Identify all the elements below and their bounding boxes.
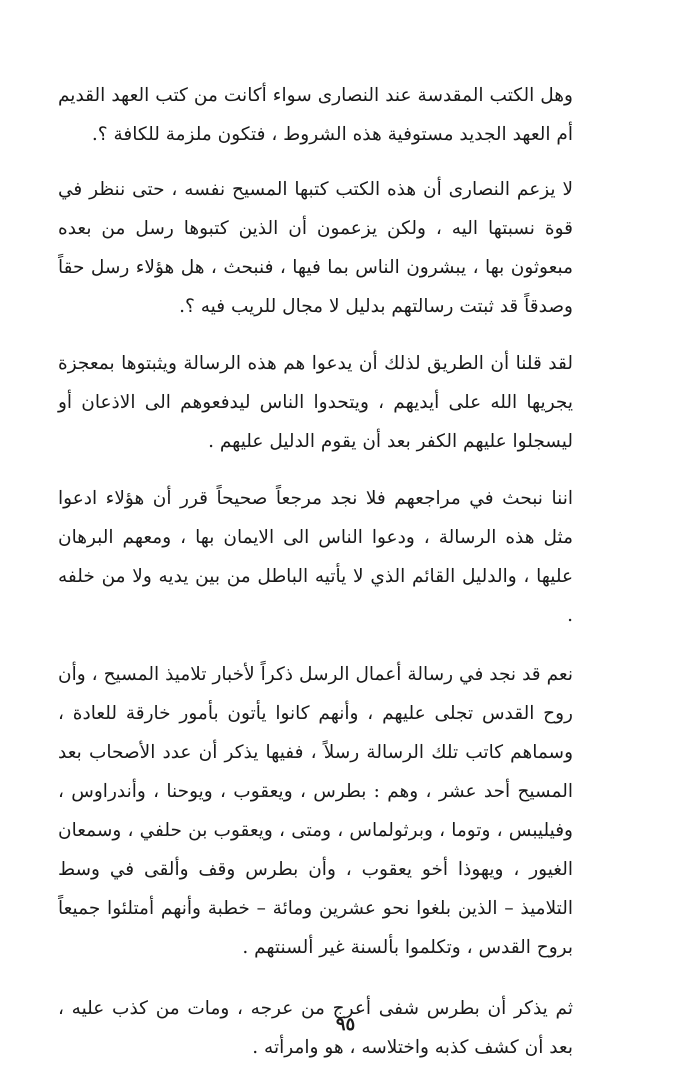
paragraph: نعم قد نجد في رسالة أعمال الرسل ذكراً لأخبار تلاميذ المسيح ، وأن روح القدس تجلى عليهم ، وأنهم كانوا يأتون بأمور خارقة للعادة ، وسماهم كاتب تلك الرسالة رسلاً ، ففيها يذكر أن عدد الأصحاب بعد المسيح أحد عشر ، وهم : بطرس ، ويعقوب ، ويوحنا ، وأندراوس ، وفيليبس ، وتوما ، وبرثولماس ، ومتى ، ويعقوب بن حلفي ، وسمعان الغيور ، ويهوذا أخو يعقوب ، وأن بطرس وقف وألقى في وسط التلاميذ – الذين بلغوا نحو عشرين ومائة – خطبة وأنهم أمتلئوا جميعاً بروح القدس ، وتكلموا بألسنة غير ألسنتهم . <box>58 664 573 958</box>
paragraph: لقد قلنا أن الطريق لذلك أن يدعوا هم هذه الرسالة ويثبتوها بمعجزة يجريها الله على أيديهم ، ويتحدوا الناس ليدفعوهم الى الاذعان أو ليسجلوا عليهم الكفر بعد أن يقوم الدليل عليهم . <box>58 353 573 452</box>
paragraph: لا يزعم النصارى أن هذه الكتب كتبها المسيح نفسه ، حتى ننظر في قوة نسبتها اليه ، ولكن يزعمون أن الذين كتبوها رسل من بعده مبعوثون بها ، يبشرون الناس بما فيها ، فنبحث ، هل هؤلاء رسل حقاً وصدقاً قد ثبتت رسالتهم بدليل لا مجال للريب فيه ؟. <box>58 179 573 317</box>
paragraph: وهل الكتب المقدسة عند النصارى سواء أكانت من كتب العهد القديم أم العهد الجديد مستوفية هذه الشروط ، فتكون ملزمة للكافة ؟. <box>58 85 573 145</box>
paragraph: ثم يذكر أن بطرس شفى أعرج من عرجه ، ومات من كذب عليه ، بعد أن كشف كذبه واختلاسه ، هو وامرأته . <box>58 998 573 1058</box>
paragraph: اننا نبحث في مراجعهم فلا نجد مرجعاً صحيحاً قرر أن هؤلاء ادعوا مثل هذه الرسالة ، ودعوا الناس الى الايمان بها ، ومعهم البرهان عليها ، والدليل القائم الذي لا يأتيه الباطل من بين يديه ولا من خلفه . <box>58 488 573 626</box>
body-text <box>58 76 573 1087</box>
page-number: ٩٥ <box>335 1014 356 1035</box>
